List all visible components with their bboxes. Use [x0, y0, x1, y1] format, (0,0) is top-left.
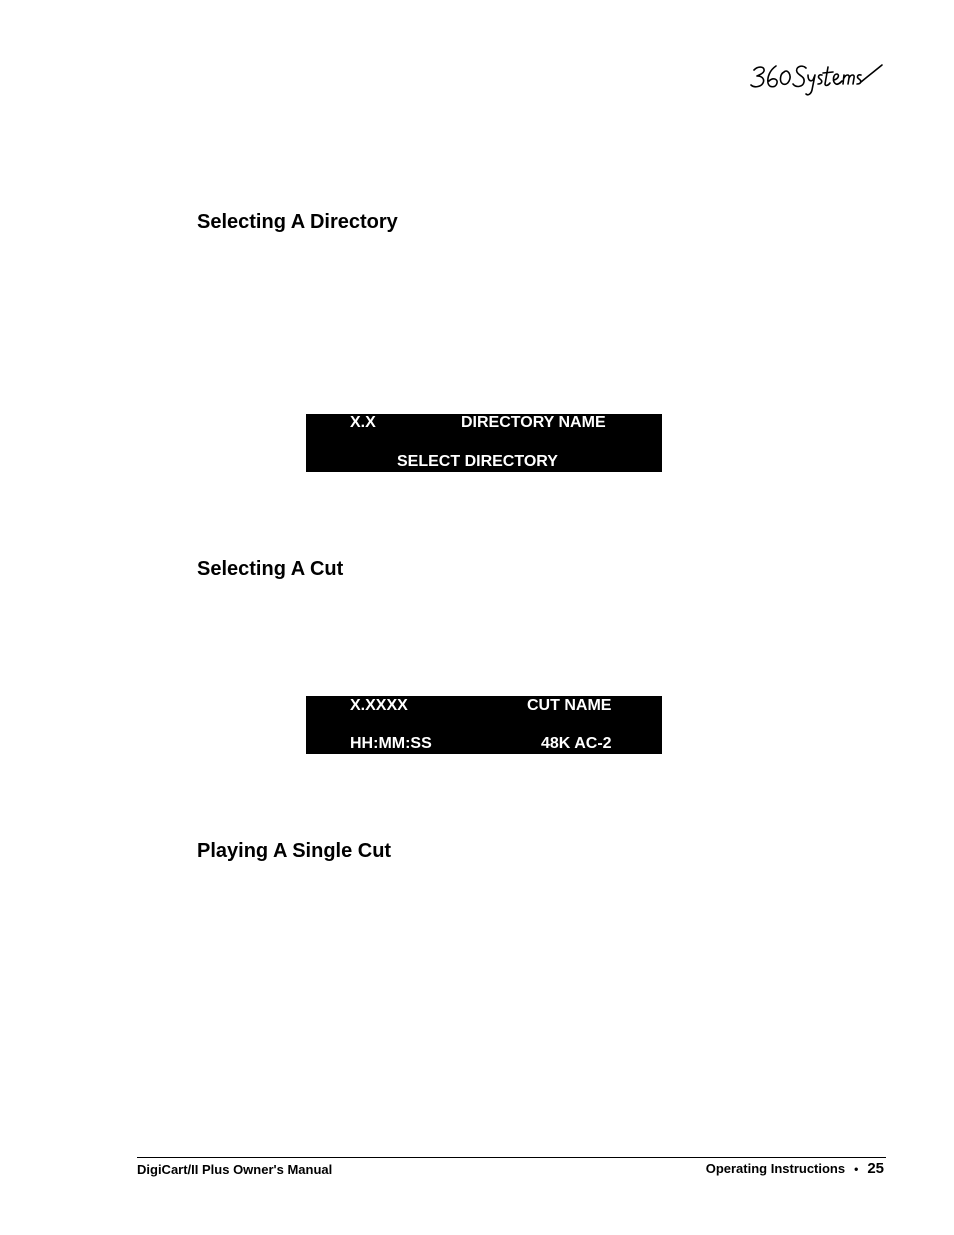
footer-section-info	[706, 1161, 884, 1177]
brand-logo	[748, 58, 888, 100]
lcd-select-directory-prompt: SELECT DIRECTORY	[397, 453, 558, 470]
lcd-directory-name: DIRECTORY NAME	[461, 414, 606, 431]
page-number: 25	[867, 1160, 884, 1177]
lcd-display-directory	[306, 414, 662, 472]
lcd-display-cut	[306, 696, 662, 754]
section-heading-playing-single-cut: Playing A Single Cut	[197, 840, 392, 862]
lcd-cut-name: CUT NAME	[527, 697, 612, 714]
lcd-directory-number: X.X	[350, 414, 376, 431]
footer-section-title: Operating Instructions	[705, 1161, 846, 1176]
footer-divider	[137, 1157, 886, 1158]
footer-bullet: •	[854, 1162, 859, 1176]
section-heading-selecting-directory: Selecting A Directory	[197, 211, 398, 233]
lcd-cut-format: 48K AC-2	[541, 735, 612, 752]
lcd-cut-duration: HH:MM:SS	[350, 735, 432, 752]
section-heading-selecting-cut: Selecting A Cut	[197, 558, 344, 580]
lcd-cut-number: X.XXXX	[350, 697, 408, 714]
footer-manual-title: DigiCart/II Plus Owner's Manual	[137, 1162, 333, 1177]
